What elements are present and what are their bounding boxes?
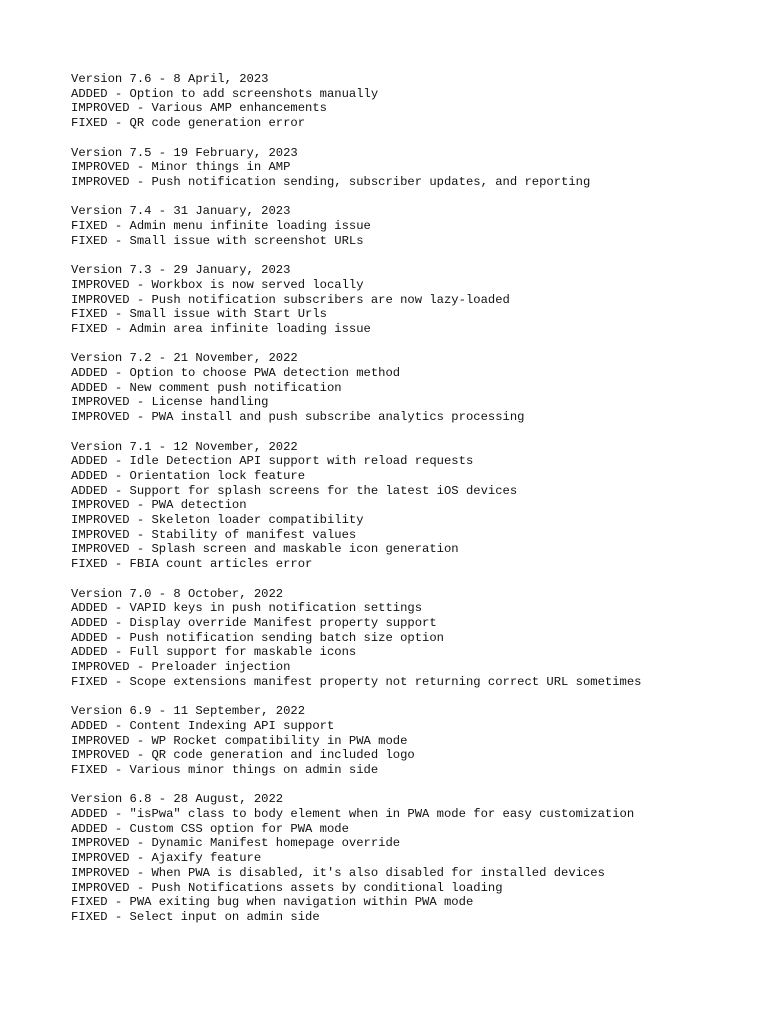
release-entry: ADDED - Custom CSS option for PWA mode — [71, 821, 349, 836]
release-entry: ADDED - VAPID keys in push notification settings — [71, 601, 423, 616]
release-entry: IMPROVED - When PWA is disabled, it's also disabled for installed devices — [71, 865, 605, 880]
release-entry: ADDED - Display override Manifest property support — [71, 615, 437, 630]
release-entry: FIXED - Small issue with Start Urls — [71, 307, 327, 322]
release-entry: ADDED - Option to choose PWA detection method — [71, 366, 401, 380]
release-entry: ADDED - Push notification sending batch size option — [71, 630, 444, 645]
release-heading: Version 7.0 - 8 October, 2022 — [71, 586, 284, 601]
release-entry: ADDED - Content Indexing API support — [71, 718, 335, 733]
release-entry: FIXED - QR code generation error — [71, 116, 306, 131]
release-heading: Version 7.1 - 12 November, 2022 — [71, 439, 298, 454]
release-entry: ADDED - Full support for maskable icons — [71, 645, 357, 660]
release-entry: FIXED - Admin area infinite loading issue — [71, 321, 371, 336]
release-entry: IMPROVED - Ajaxify feature — [71, 851, 262, 866]
release-entry: IMPROVED - Stability of manifest values — [71, 527, 357, 542]
release-entry: FIXED - FBIA count articles error — [71, 557, 313, 572]
release-6-9 — [71, 704, 761, 778]
release-entry: ADDED - Idle Detection API support with reload requests — [71, 454, 474, 469]
release-7-5 — [71, 146, 761, 190]
changelog — [71, 72, 761, 939]
release-7-3 — [71, 263, 761, 337]
release-7-4 — [71, 204, 761, 248]
release-entry: IMPROVED - Skeleton loader compatibility — [71, 513, 364, 528]
release-entry: IMPROVED - Dynamic Manifest homepage override — [71, 836, 401, 851]
release-heading: Version 7.4 - 31 January, 2023 — [71, 204, 291, 219]
release-entry: ADDED - Orientation lock feature — [71, 468, 306, 483]
release-7-1 — [71, 440, 761, 572]
release-entry: IMPROVED - PWA detection — [71, 498, 247, 513]
release-7-2 — [71, 351, 761, 425]
release-heading: Version 7.2 - 21 November, 2022 — [71, 351, 298, 366]
release-heading: Version 7.3 - 29 January, 2023 — [71, 263, 291, 278]
release-7-0 — [71, 587, 761, 690]
release-entry: ADDED - "isPwa" class to body element when in PWA mode for easy customization — [71, 807, 635, 822]
release-entry: IMPROVED - QR code generation and included logo — [71, 748, 415, 763]
release-entry: IMPROVED - Workbox is now served locally — [71, 277, 364, 292]
release-7-6 — [71, 72, 761, 131]
release-entry: IMPROVED - Push notification subscribers are now lazy-loaded — [71, 292, 510, 307]
release-entry: IMPROVED - Preloader injection — [71, 660, 291, 675]
release-entry: IMPROVED - Push Notifications assets by conditional loading — [71, 880, 503, 895]
release-heading: Version 6.9 - 11 September, 2022 — [71, 704, 306, 719]
release-entry: ADDED - Support for splash screens for the latest iOS devices — [71, 483, 518, 498]
release-heading: Version 7.5 - 19 February, 2023 — [71, 145, 298, 160]
release-entry: IMPROVED - Various AMP enhancements — [71, 101, 327, 116]
release-entry: IMPROVED - Push notification sending, subscriber updates, and reporting — [71, 174, 591, 189]
release-entry: IMPROVED - Splash screen and maskable icon generation — [71, 542, 459, 557]
release-entry: FIXED - PWA exiting bug when navigation within PWA mode — [71, 895, 474, 910]
release-entry: FIXED - Scope extensions manifest property not returning correct URL sometimes — [71, 674, 642, 689]
release-heading: Version 7.6 - 8 April, 2023 — [71, 72, 269, 86]
release-entry: IMPROVED - Minor things in AMP — [71, 160, 291, 175]
release-entry: IMPROVED - WP Rocket compatibility in PWA mode — [71, 733, 408, 748]
release-entry: FIXED - Small issue with screenshot URLs — [71, 233, 364, 248]
release-6-8 — [71, 792, 761, 924]
release-entry: FIXED - Admin menu infinite loading issue — [71, 219, 371, 233]
release-entry: IMPROVED - License handling — [71, 395, 269, 410]
release-entry: FIXED - Select input on admin side — [71, 909, 320, 924]
release-entry: ADDED - New comment push notification — [71, 380, 342, 395]
release-entry: IMPROVED - PWA install and push subscribe analytics processing — [71, 410, 525, 425]
release-entry: ADDED - Option to add screenshots manually — [71, 86, 379, 101]
release-heading: Version 6.8 - 28 August, 2022 — [71, 792, 284, 807]
release-entry: FIXED - Various minor things on admin side — [71, 762, 379, 777]
